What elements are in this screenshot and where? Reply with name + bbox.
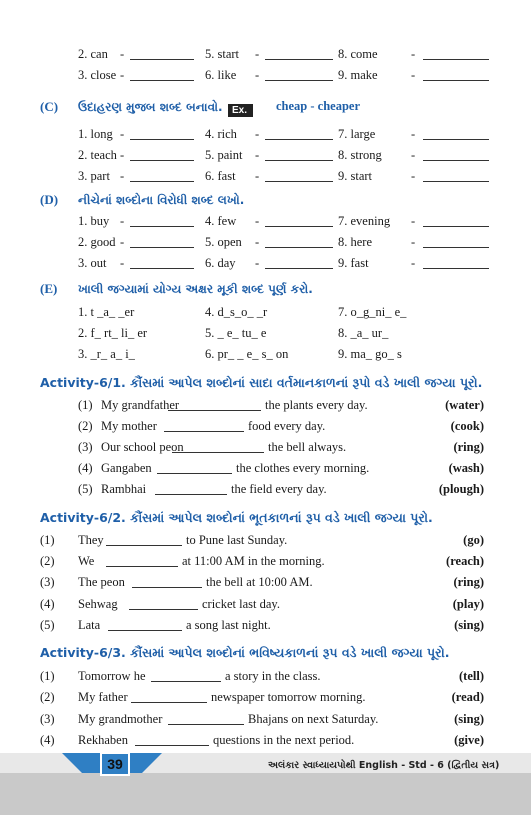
fill-letters-item: 4. d_s_o_ _r	[205, 305, 268, 319]
fill-letters-item: 8. _a_ ur_	[338, 326, 389, 340]
item-subject: Gangaben	[101, 461, 152, 475]
answer-blank[interactable]	[130, 70, 194, 81]
item-subject: We	[78, 554, 95, 568]
dash: -	[255, 256, 260, 270]
item-subject: Sehwag	[78, 597, 118, 611]
verb-hint: (play)	[452, 597, 484, 611]
answer-blank[interactable]	[135, 735, 209, 746]
activity-title: Activity-6/2. કૌંસમાં આપેલ શબ્દોનાં ભૂતકાળનાં રૂપ વડે ખાલી જગ્યા પૂરો.	[40, 510, 433, 525]
word-item: 7. large	[338, 127, 376, 141]
answer-blank[interactable]	[172, 442, 264, 453]
word-item: 8. here	[338, 235, 373, 249]
answer-blank[interactable]	[423, 129, 489, 140]
answer-blank[interactable]	[423, 150, 489, 161]
word-item: 4. few	[205, 214, 237, 228]
fill-letters-item: 3. _r_ a_ i_	[78, 347, 135, 361]
item-subject: My grandmother	[78, 712, 163, 726]
word-item: 1. long	[78, 127, 113, 141]
verb-hint: (plough)	[438, 482, 484, 496]
item-number: (1)	[40, 669, 55, 683]
answer-blank[interactable]	[151, 671, 221, 682]
answer-blank[interactable]	[168, 400, 261, 411]
answer-blank[interactable]	[157, 463, 232, 474]
word-item: 8. strong	[338, 148, 382, 162]
dash: -	[255, 214, 260, 228]
fill-letters-item: 9. ma_ go_ s	[338, 347, 402, 361]
answer-blank[interactable]	[168, 714, 244, 725]
item-subject: Lata	[78, 618, 101, 632]
dash: -	[120, 256, 125, 270]
word-item: 5. start	[205, 47, 240, 61]
section-instruction: ઉદાહરણ મુજબ શબ્દ બનાવો.	[78, 100, 223, 114]
word-item: 6. fast	[205, 169, 236, 183]
dash: -	[411, 68, 416, 82]
dash: -	[411, 235, 416, 249]
word-item: 2. teach	[78, 148, 117, 162]
item-number: (5)	[78, 482, 93, 496]
word-item: 9. make	[338, 68, 378, 82]
answer-blank[interactable]	[423, 216, 489, 227]
answer-blank[interactable]	[265, 258, 333, 269]
answer-blank[interactable]	[423, 258, 489, 269]
dash: -	[255, 47, 260, 61]
answer-blank[interactable]	[155, 484, 227, 495]
dash: -	[255, 127, 260, 141]
item-rest: the field every day.	[231, 482, 327, 496]
answer-blank[interactable]	[132, 577, 202, 588]
item-subject: Tomorrow he	[78, 669, 146, 683]
word-item: 6. day	[205, 256, 236, 270]
dash: -	[120, 47, 125, 61]
item-subject: My grandfather	[101, 398, 180, 412]
section-instruction: નીચેનાં શબ્દોના વિરોધી શબ્દ લખો.	[78, 193, 245, 207]
verb-hint: (water)	[445, 398, 484, 412]
dash: -	[255, 235, 260, 249]
section-letter: (D)	[40, 192, 59, 207]
dash: -	[411, 127, 416, 141]
item-rest: a song last night.	[186, 618, 271, 632]
item-number: (4)	[78, 461, 93, 475]
verb-hint: (tell)	[459, 669, 484, 683]
item-number: (3)	[78, 440, 93, 454]
verb-hint: (sing)	[454, 712, 484, 726]
fill-letters-item: 2. f_ rt_ li_ er	[78, 326, 148, 340]
section-letter: (C)	[40, 99, 59, 114]
word-item: 3. out	[78, 256, 107, 270]
answer-blank[interactable]	[106, 556, 178, 567]
answer-blank[interactable]	[131, 692, 207, 703]
verb-hint: (ring)	[453, 440, 484, 454]
answer-blank[interactable]	[130, 237, 194, 248]
footer-title: અલંકાર સ્વાધ્યાયપોથી English - Std - 6 (દ્વિતીય સત્ર)	[268, 760, 500, 771]
item-subject: Our school peon	[101, 440, 184, 454]
answer-blank[interactable]	[130, 171, 194, 182]
item-subject: They	[78, 533, 104, 547]
word-item: 2. can	[78, 47, 108, 61]
item-rest: the clothes every morning.	[236, 461, 370, 475]
footer-band	[0, 773, 531, 815]
section-letter: (E)	[40, 281, 58, 296]
answer-blank[interactable]	[164, 421, 244, 432]
dash: -	[120, 235, 125, 249]
word-item: 2. good	[78, 235, 116, 249]
example-badge: Ex.	[228, 104, 253, 117]
example-text: cheap - cheaper	[276, 99, 361, 113]
fill-letters-item: 1. t _a_ _er	[78, 305, 135, 319]
dash: -	[411, 169, 416, 183]
item-subject: The peon	[78, 575, 125, 589]
item-number: (2)	[78, 419, 93, 433]
answer-blank[interactable]	[130, 216, 194, 227]
answer-blank[interactable]	[423, 70, 489, 81]
item-number: (2)	[40, 690, 55, 704]
fill-letters-item: 7. o_g_ni_ e_	[338, 305, 407, 319]
item-rest: the bell at 10:00 AM.	[206, 575, 313, 589]
item-number: (5)	[40, 618, 55, 632]
word-item: 8. come	[338, 47, 378, 61]
section-instruction: ખાલી જગ્યામાં યોગ્ય અક્ષર મૂકી શબ્દ પૂર્ણ કરો.	[78, 282, 313, 296]
answer-blank[interactable]	[265, 171, 333, 182]
answer-blank[interactable]	[423, 237, 489, 248]
word-item: 3. close	[78, 68, 117, 82]
answer-blank[interactable]	[265, 216, 333, 227]
word-item: 5. open	[205, 235, 242, 249]
item-rest: the plants every day.	[265, 398, 368, 412]
verb-hint: (read)	[451, 690, 484, 704]
item-rest: cricket last day.	[202, 597, 280, 611]
item-rest: questions in the next period.	[213, 733, 355, 747]
answer-blank[interactable]	[108, 620, 182, 631]
dash: -	[120, 169, 125, 183]
dash: -	[120, 214, 125, 228]
dash: -	[120, 68, 125, 82]
item-subject: My father	[78, 690, 128, 704]
fill-letters-item: 6. pr_ _ e_ s_ on	[205, 347, 289, 361]
answer-blank[interactable]	[106, 535, 182, 546]
word-item: 7. evening	[338, 214, 391, 228]
item-subject: Rekhaben	[78, 733, 128, 747]
item-number: (3)	[40, 712, 55, 726]
dash: -	[411, 214, 416, 228]
item-rest: Bhajans on next Saturday.	[248, 712, 379, 726]
answer-blank[interactable]	[265, 129, 333, 140]
answer-blank[interactable]	[265, 49, 333, 60]
item-number: (1)	[78, 398, 93, 412]
answer-blank[interactable]	[130, 258, 194, 269]
answer-blank[interactable]	[265, 237, 333, 248]
word-item: 4. rich	[205, 127, 237, 141]
verb-hint: (go)	[463, 533, 484, 547]
item-number: (4)	[40, 597, 55, 611]
item-number: (1)	[40, 533, 55, 547]
answer-blank[interactable]	[130, 129, 194, 140]
activity-title: Activity-6/3. કૌંસમાં આપેલ શબ્દોનાં ભવિષ્યકાળનાં રૂપ વડે ખાલી જગ્યા પૂરો.	[40, 645, 450, 660]
item-number: (4)	[40, 733, 55, 747]
verb-hint: (wash)	[448, 461, 484, 475]
dash: -	[120, 148, 125, 162]
dash: -	[120, 127, 125, 141]
word-item: 3. part	[78, 169, 110, 183]
word-item: 1. buy	[78, 214, 110, 228]
verb-hint: (cook)	[450, 419, 484, 433]
answer-blank[interactable]	[129, 599, 198, 610]
item-rest: at 11:00 AM in the morning.	[182, 554, 325, 568]
page-number: 39	[100, 752, 130, 776]
item-rest: the bell always.	[268, 440, 347, 454]
dash: -	[411, 47, 416, 61]
word-item: 6. like	[205, 68, 237, 82]
verb-hint: (give)	[454, 733, 484, 747]
item-subject: Rambhai	[101, 482, 147, 496]
dash: -	[255, 148, 260, 162]
item-number: (3)	[40, 575, 55, 589]
dash: -	[411, 148, 416, 162]
activity-title: Activity-6/1. કૌંસમાં આપેલ શબ્દોનાં સાદા વર્તમાનકાળનાં રૂપો વડે ખાલી જગ્યા પૂરો.	[40, 375, 483, 390]
answer-blank[interactable]	[423, 171, 489, 182]
verb-hint: (reach)	[446, 554, 484, 568]
item-rest: to Pune last Sunday.	[186, 533, 288, 547]
word-item: 9. start	[338, 169, 373, 183]
answer-blank[interactable]	[130, 150, 194, 161]
answer-blank[interactable]	[265, 150, 333, 161]
answer-blank[interactable]	[265, 70, 333, 81]
fill-letters-item: 5. _ e_ tu_ e	[205, 326, 267, 340]
answer-blank[interactable]	[130, 49, 194, 60]
item-subject: My mother	[101, 419, 157, 433]
verb-hint: (ring)	[453, 575, 484, 589]
item-rest: newspaper tomorrow morning.	[211, 690, 366, 704]
word-item: 9. fast	[338, 256, 369, 270]
item-number: (2)	[40, 554, 55, 568]
verb-hint: (sing)	[454, 618, 484, 632]
dash: -	[255, 169, 260, 183]
item-rest: a story in the class.	[225, 669, 321, 683]
dash: -	[411, 256, 416, 270]
word-item: 5. paint	[205, 148, 243, 162]
dash: -	[255, 68, 260, 82]
answer-blank[interactable]	[423, 49, 489, 60]
item-rest: food every day.	[248, 419, 326, 433]
